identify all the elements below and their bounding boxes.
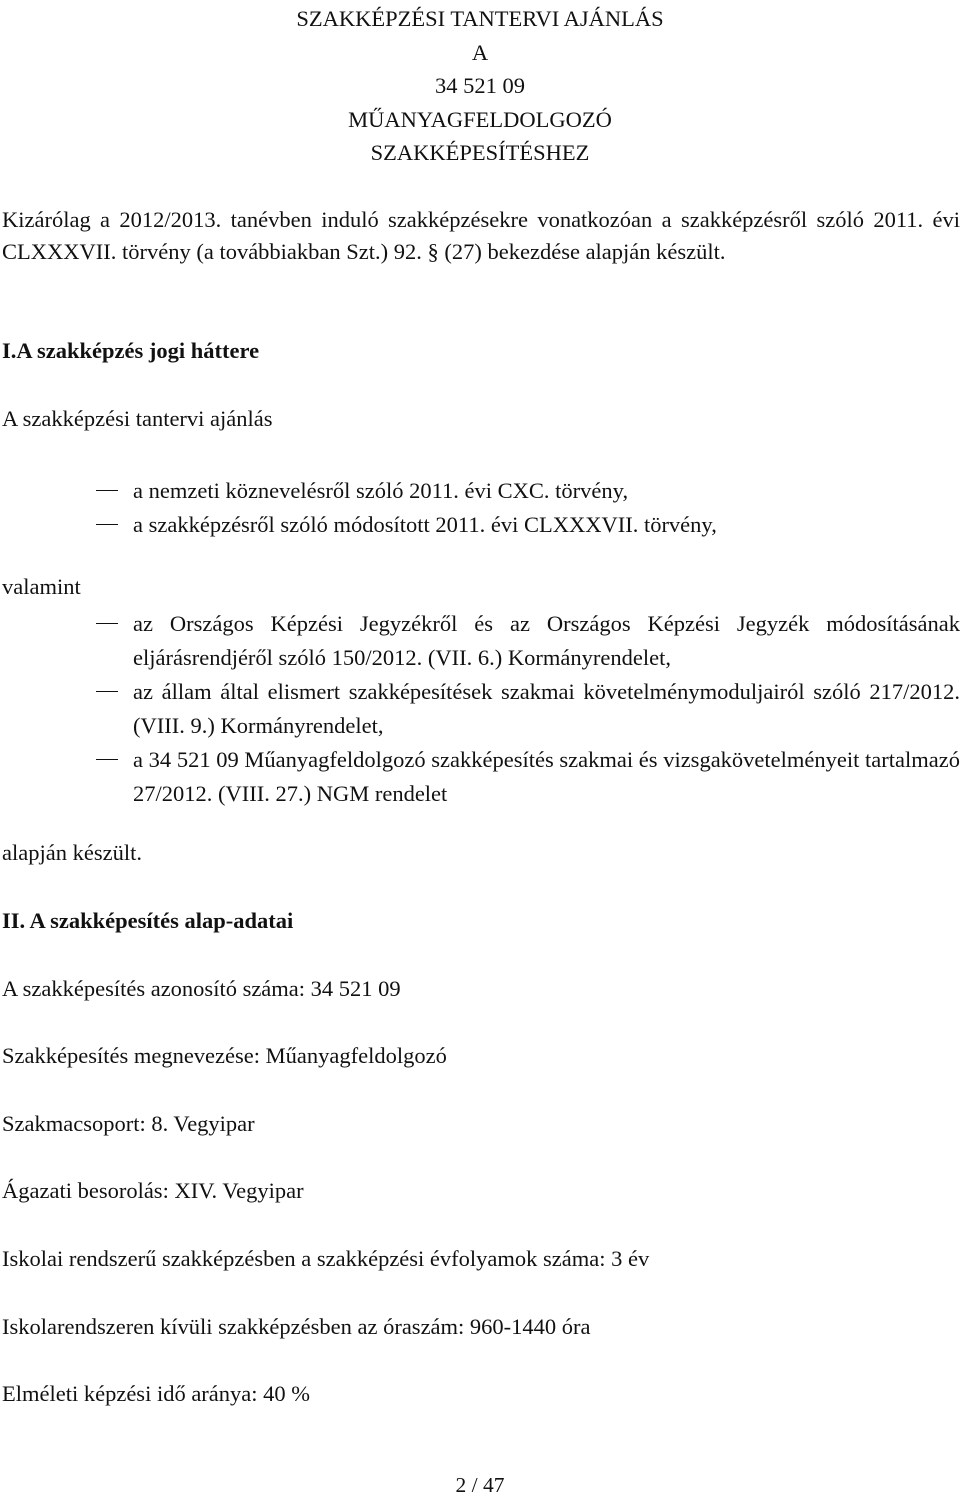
dash-bullet-icon [96,691,118,692]
legal-list-laws [96,474,960,542]
title-line: 34 521 09 [435,73,525,98]
connector-text: valamint [2,574,81,599]
field-label: Szakmacsoport: [2,1111,152,1136]
title-line: SZAKKÉPZÉSI TANTERVI AJÁNLÁS [296,6,664,31]
dash-bullet-icon [96,490,118,491]
list-item [96,508,960,542]
list-item-text: a szakképzésről szóló módosított 2011. évi CLXXXVII. törvény, [133,512,717,537]
field-value: Műanyagfeldolgozó [265,1043,447,1068]
section-lead-text: A szakképzési tantervi ajánlás [2,406,273,431]
field-value: XIV. Vegyipar [174,1178,304,1203]
title-line: A [471,39,489,65]
field-sector-classification [2,1178,304,1204]
intro-paragraph: Kizárólag a 2012/2013. tanévben induló szakképzésekre vonatkozóan a szakképzésről szóló 2011. évi CLXXXVII. törvény (a továbbiakban Szt.) 92. § (27) bekezdése alapján készült. [2,207,960,264]
field-qualification-id [2,976,401,1002]
title-line: MŰANYAGFELDOLGOZÓ [348,106,612,132]
dash-bullet-icon [96,623,118,624]
field-value: 34 521 09 [310,976,401,1001]
field-value: 40 % [263,1381,311,1406]
list-item [96,607,960,675]
field-label: A szakképesítés azonosító száma: [2,976,311,1001]
legal-list-regulations [96,607,960,811]
dash-bullet-icon [96,759,118,760]
field-value: 3 év [611,1246,650,1271]
field-label: Iskolai rendszerű szakképzésben a szakképzési évfolyamok száma: [2,1246,612,1271]
list-item [96,474,960,508]
field-label: Iskolarendszeren kívüli szakképzésben az óraszám: [2,1314,470,1339]
field-professional-group [2,1111,255,1137]
list-item [96,743,960,811]
list-item-text: a nemzeti köznevelésről szóló 2011. évi CXC. törvény, [133,478,629,503]
page-number: 2 / 47 [455,1473,505,1497]
title-line: SZAKKÉPESÍTÉSHEZ [370,140,590,165]
list-item-text: a 34 521 09 Műanyagfeldolgozó szakképesítés szakmai és vizsgakövetelményeit tartalmazó 27/2012. (VIII. 27.) NGM rendelet [133,747,960,806]
closing-text: alapján készült. [2,840,142,865]
field-theory-ratio [2,1381,310,1407]
field-qualification-name [2,1043,447,1069]
list-item [96,675,960,743]
dash-bullet-icon [96,524,118,525]
list-item-text: az állam által elismert szakképesítések szakmai követelménymoduljairól szóló 217/2012. (VIII. 9.) Kormányrendelet, [133,679,960,738]
field-out-of-school-hours [2,1314,591,1340]
field-label: Elméleti képzési idő aránya: [2,1381,264,1406]
field-value: 8. Vegyipar [151,1111,255,1136]
list-item-text: az Országos Képzési Jegyzékről és az Országos Képzési Jegyzék módosításának eljárásrendjéről szóló 150/2012. (VII. 6.) Kormányrendelet, [133,611,960,670]
field-label: Szakképesítés megnevezése: [2,1043,266,1068]
document-title [0,2,960,170]
field-label: Ágazati besorolás: [2,1178,175,1203]
section-heading-basic-data: II. A szakképesítés alap-adatai [2,908,294,933]
field-school-years [2,1246,649,1272]
field-value: 960-1440 óra [469,1314,591,1339]
section-heading-legal-background: I.A szakképzés jogi háttere [2,338,260,363]
